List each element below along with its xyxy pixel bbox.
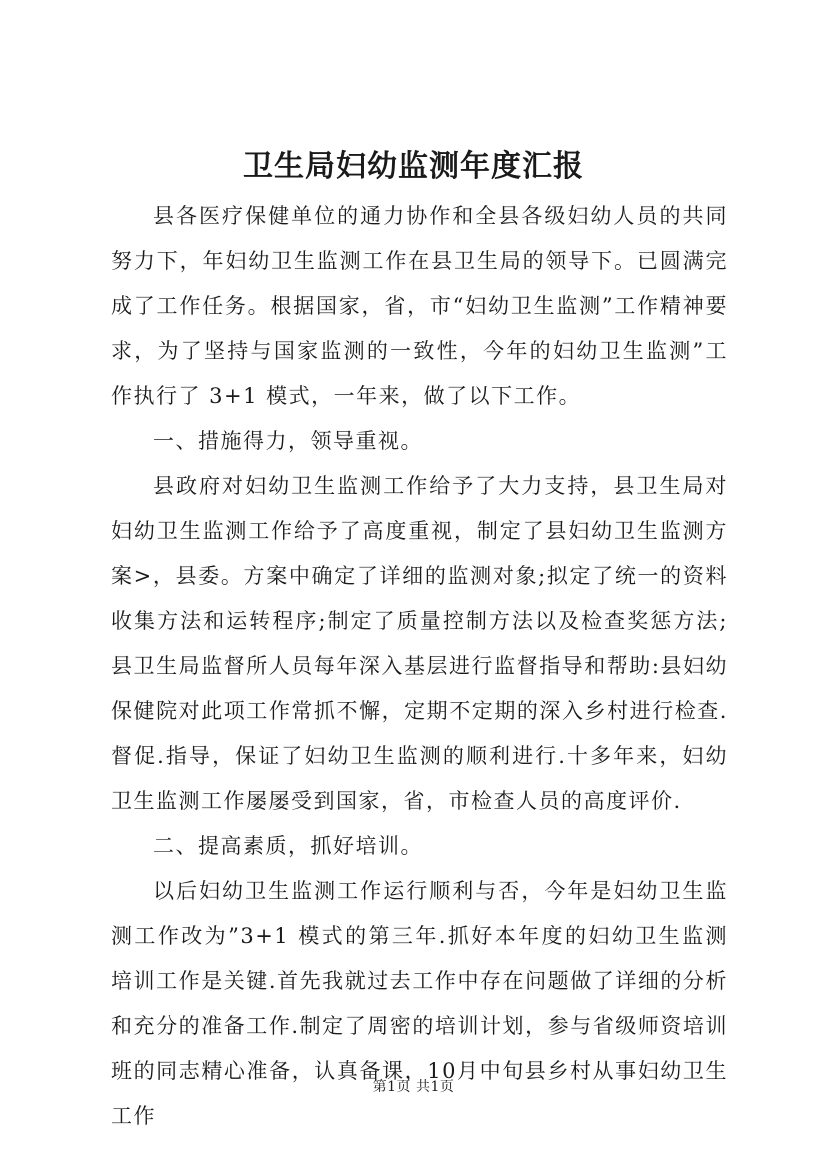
paragraph-intro: 县各医疗保健单位的通力协作和全县各级妇幼人员的共同努力下，年妇幼卫生监测工作在县卫生局的领导下。已圆满完成了工作任务。根据国家，省，市“妇幼卫生监测”工作精神要求，为了坚持与国家监测的一致性，今年的妇幼卫生监测”工作执行了 3+1 模式，一年来，做了以下工作。 (111, 204, 728, 408)
document-title: 卫生局妇幼监测年度汇报 (243, 149, 584, 184)
section-heading-1: 一、措施得力，领导重视。 (153, 429, 423, 453)
paragraph-section-1: 县政府对妇幼卫生监测工作给予了大力支持，县卫生局对妇幼卫生监测工作给予了高度重视，制定了县妇幼卫生监测方案>，县委。方案中确定了详细的监测对象;拟定了统一的资料收集方法和运转程序;制定了质量控制方法以及检查奖惩方法;县卫生局监督所人员每年深入基层进行监督指导和帮助:县妇幼保健院对此项工作常抓不懈，定期不定期的深入乡村进行检查.督促.指导，保证了妇幼卫生监测的顺利进行.十多年来，妇幼卫生监测工作屡屡受到国家，省，市检查人员的高度评价. (111, 474, 728, 813)
page-footer: 第1页 共1页 (372, 1079, 455, 1095)
section-heading-2: 二、提高素质，抓好培训。 (153, 834, 423, 858)
paragraph-section-2: 以后妇幼卫生监测工作运行顺利与否，今年是妇幼卫生监测工作改为”3+1 模式的第三年.抓好本年度的妇幼卫生监测培训工作是关键.首先我就过去工作中存在问题做了详细的分析和充分的准备工作.制定了周密的培训计划，参与省级师资培训班的同志精心准备，认真备课，10月中旬县乡村从事妇幼卫生工作 (111, 879, 728, 1128)
document-body (111, 194, 728, 1139)
